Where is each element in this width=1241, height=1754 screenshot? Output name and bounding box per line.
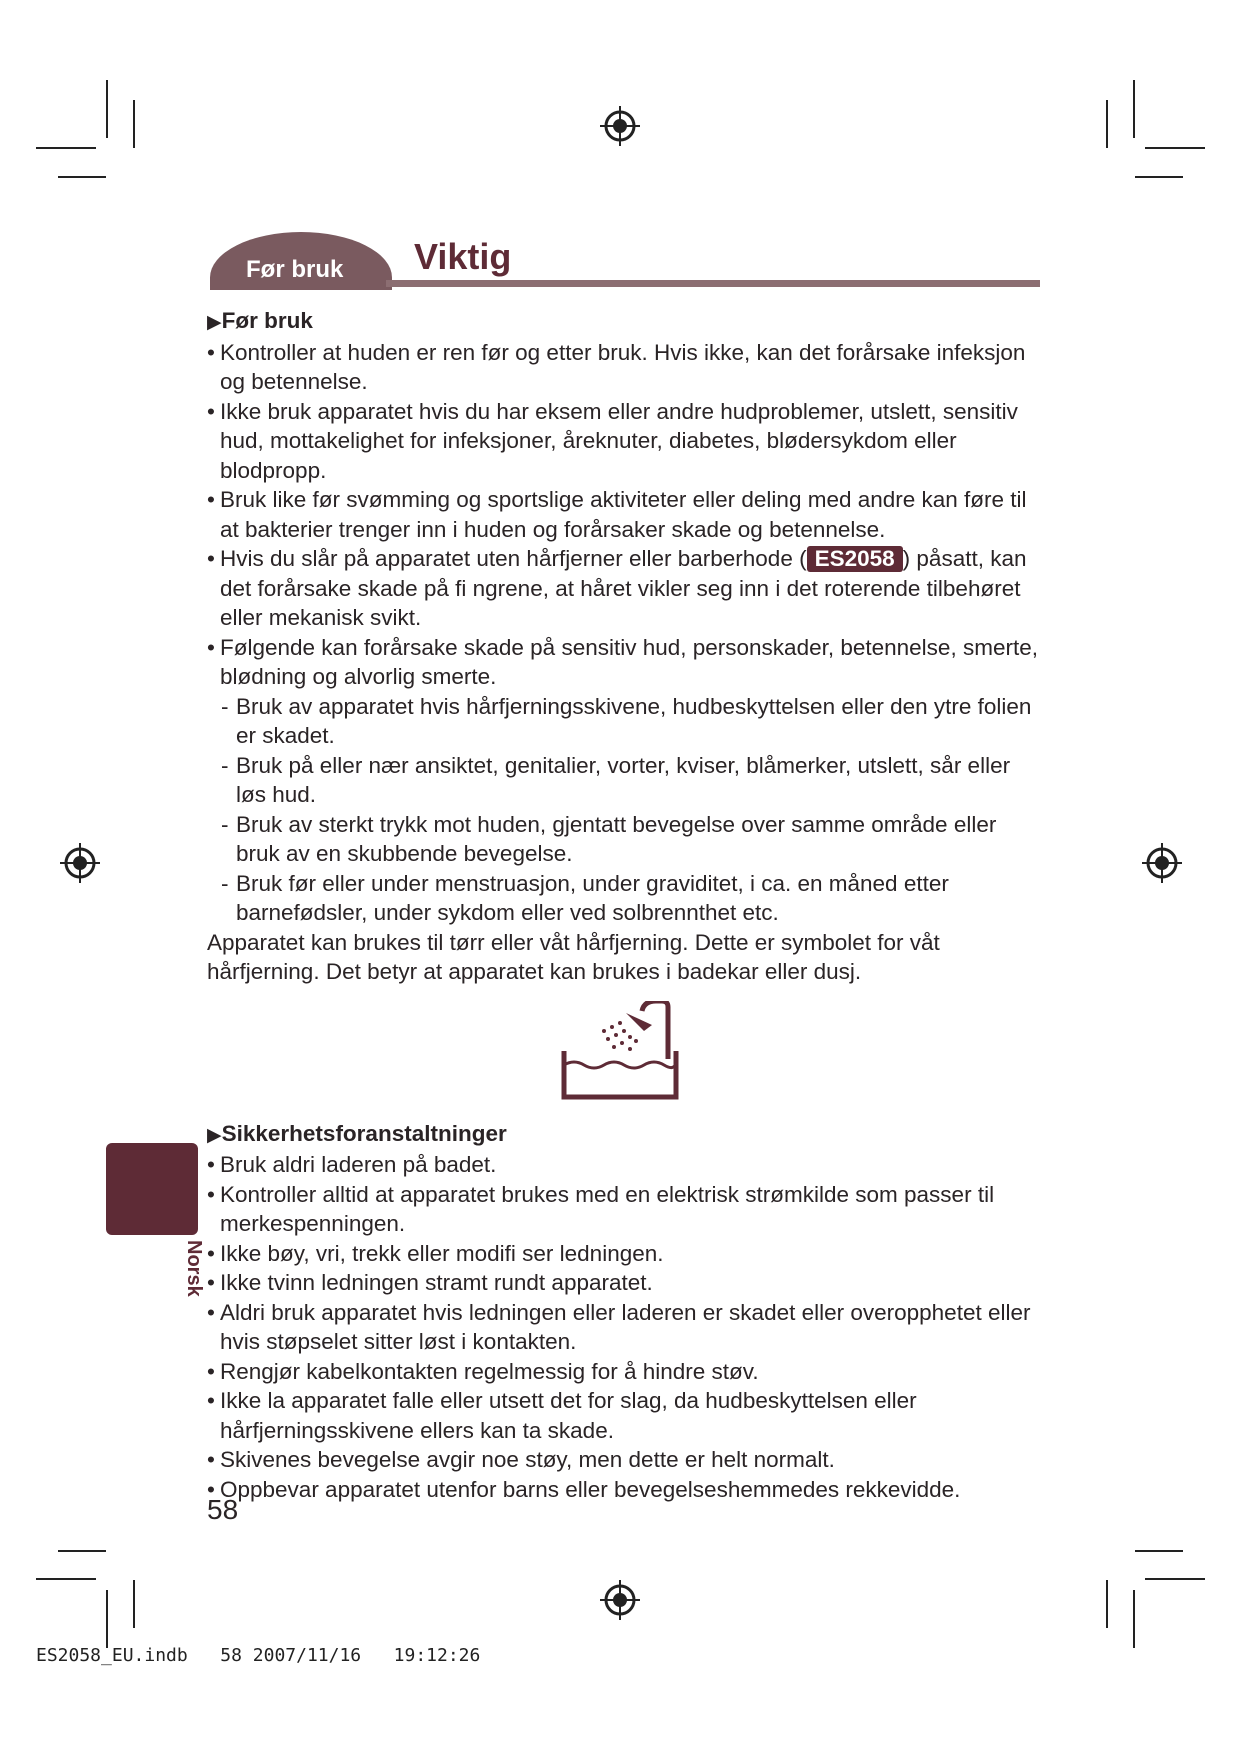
list-item: • Oppbevar apparatet utenfor barns eller bevegelseshemmedes rekkevidde. [207, 1475, 1042, 1505]
slug-file: ES2058_EU.indb [36, 1645, 188, 1666]
slug-date: 2007/11/16 [252, 1645, 362, 1666]
list-item: • Følgende kan forårsake skade på sensitiv hud, personskader, betennelse, smerte, blødning og alvorlig smerte. [207, 633, 1042, 692]
registration-mark-icon [60, 843, 100, 883]
section-heading-before-use: ▶Før bruk [207, 308, 313, 333]
section-tab-label: Før bruk [246, 256, 344, 283]
shower-bathtub-icon [560, 1001, 680, 1101]
list-item: • Hvis du slår på apparatet uten hårfjerner eller barberhode ( ES2058 ) påsatt, kan det forårsake skade på fi ngrene, at håret vikler seg inn i det roterende tilbehøret eller mekanisk svikt. [207, 544, 1042, 633]
list-item: • Ikke tvinn ledningen stramt rundt apparatet. [207, 1268, 1042, 1298]
list-item: • Bruk aldri laderen på badet. [207, 1150, 1042, 1180]
triangle-bullet-icon: ▶ [207, 312, 222, 333]
list-item: • Skivenes bevegelse avgir noe støy, men dette er helt normalt. [207, 1445, 1042, 1475]
page-number: 58 [207, 1494, 239, 1525]
slug-page: 58 [220, 1645, 242, 1666]
sub-list-item: - Bruk av sterkt trykk mot huden, gjentatt bevegelse over samme område eller bruk av en skubbende bevegelse. [207, 810, 1042, 869]
list-item: • Kontroller at huden er ren før og etter bruk. Hvis ikke, kan det forårsake infeksjon og betennelse. [207, 338, 1042, 397]
before-use-list [207, 338, 1042, 928]
sub-list-item: - Bruk før eller under menstruasjon, under graviditet, i ca. en måned etter barnefødsler, under sykdom eller ved solbrennthet etc. [207, 869, 1042, 928]
main-content [207, 306, 1042, 1504]
model-badge: ES2058 [807, 546, 903, 572]
title-rule [386, 280, 1040, 287]
list-item: • Rengjør kabelkontakten regelmessig for å hindre støv. [207, 1357, 1042, 1387]
page-title: Viktig [414, 236, 512, 277]
list-item: • Ikke bøy, vri, trekk eller modifi ser ledningen. [207, 1239, 1042, 1269]
language-tab-block [106, 1143, 198, 1235]
list-item: • Ikke bruk apparatet hvis du har eksem eller andre hudproblemer, utslett, sensitiv hud, mottakelighet for infeksjoner, åreknuter, diabetes, blødersykdom eller blodpropp. [207, 397, 1042, 486]
wet-use-note: Apparatet kan brukes til tørr eller våt hårfjerning. Dette er symbolet for våt hårfjerning. Det betyr at apparatet kan brukes i badekar eller dusj. [207, 929, 940, 984]
triangle-bullet-icon: ▶ [207, 1124, 222, 1146]
registration-mark-icon [1142, 843, 1182, 883]
list-item: • Bruk like før svømming og sportslige aktiviteter eller deling med andre kan føre til at bakterier trenger inn i huden og forårsaker skade og betennelse. [207, 485, 1042, 544]
section-heading-safety: ▶Sikkerhetsforanstaltninger [207, 1120, 507, 1146]
list-item: • Aldri bruk apparatet hvis ledningen eller laderen er skadet eller overopphetet eller hvis støpselet sitter løst i kontakten. [207, 1298, 1042, 1357]
safety-list [207, 1150, 1042, 1504]
registration-mark-icon [600, 106, 640, 146]
list-item: • Kontroller alltid at apparatet brukes med en elektrisk strømkilde som passer til merkespenningen. [207, 1180, 1042, 1239]
list-item: • Ikke la apparatet falle eller utsett det for slag, da hudbeskyttelsen eller hårfjerningsskivene ellers kan ta skade. [207, 1386, 1042, 1445]
print-slug [36, 1645, 480, 1666]
slug-time: 19:12:26 [393, 1645, 481, 1666]
sub-list-item: - Bruk av apparatet hvis hårfjerningsskivene, hudbeskyttelsen eller den ytre folien er skadet. [207, 692, 1042, 751]
sub-list-item: - Bruk på eller nær ansiktet, genitalier, vorter, kviser, blåmerker, utslett, sår eller løs hud. [207, 751, 1042, 810]
registration-mark-icon [600, 1580, 640, 1620]
language-label: Norsk [183, 1240, 205, 1297]
